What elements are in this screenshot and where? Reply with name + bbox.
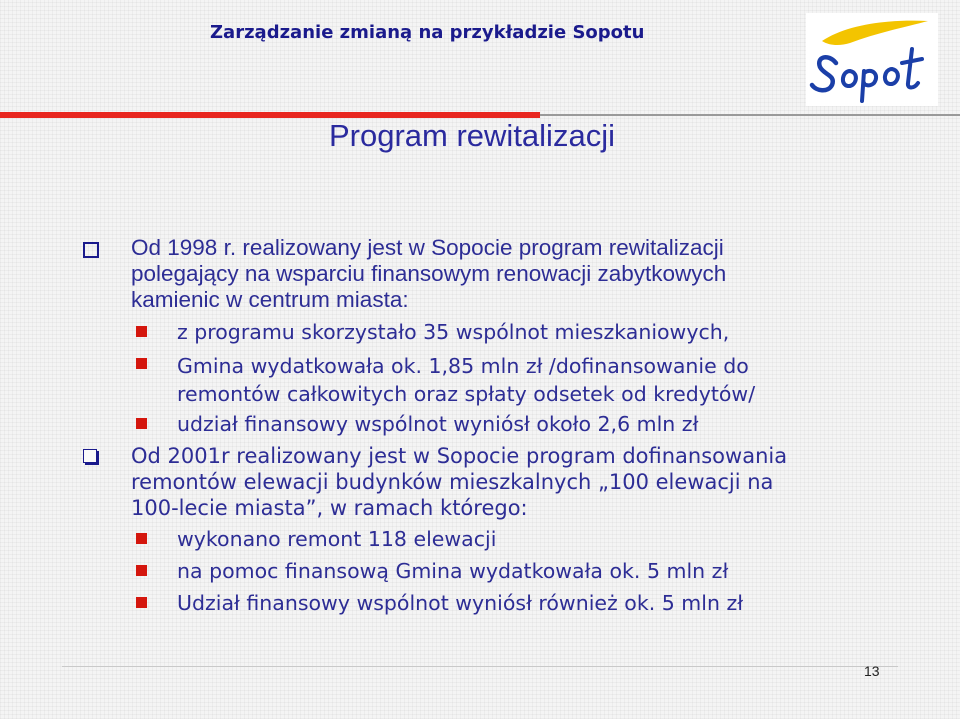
item-1-line-2: polegający na wsparciu finansowym renowacji zabytkowych xyxy=(131,261,727,286)
hollow-square-bullet-icon xyxy=(83,242,99,258)
footer-rule xyxy=(62,666,898,667)
subitem-2-2: na pomoc finansową Gmina wydatkowała ok. 5 mln zł xyxy=(177,559,729,583)
red-square-bullet-icon xyxy=(136,418,147,429)
sopot-logo xyxy=(806,13,938,106)
item-1-line-1: Od 1998 r. realizowany jest w Sopocie program rewitalizacji xyxy=(131,235,724,260)
header-rule-gray xyxy=(540,114,960,116)
subitem-2-1: wykonano remont 118 elewacji xyxy=(177,527,497,551)
slide-title: Program rewitalizacji xyxy=(329,118,615,153)
subitem-1-2-line-2: remontów całkowitych oraz spłaty odsetek od kredytów/ xyxy=(177,382,756,406)
logo-text: Sopot xyxy=(806,13,809,14)
item-2-line-1: Od 2001r realizowany jest w Sopocie program dofinansowania xyxy=(131,444,788,468)
subitem-1-2-line-1: Gmina wydatkowała ok. 1,85 mln zł /dofinansowanie do xyxy=(177,354,749,378)
sopot-logo-icon xyxy=(806,13,938,106)
item-2-line-3: 100-lecie miasta”, w ramach którego: xyxy=(131,496,528,520)
red-square-bullet-icon xyxy=(136,326,147,337)
red-square-bullet-icon xyxy=(136,358,147,369)
red-square-bullet-icon xyxy=(136,565,147,576)
item-1-line-3: kamienic w centrum miasta: xyxy=(131,287,409,312)
item-2-line-2: remontów elewacji budynków mieszkalnych „100 elewacji na xyxy=(131,470,774,494)
page-number: 13 xyxy=(864,663,880,679)
presentation-title: Zarządzanie zmianą na przykładzie Sopotu xyxy=(210,22,645,43)
shadowed-square-bullet-icon xyxy=(83,449,97,463)
subitem-1-3: udział finansowy wspólnot wyniósł około 2,6 mln zł xyxy=(177,412,699,436)
red-square-bullet-icon xyxy=(136,597,147,608)
red-square-bullet-icon xyxy=(136,533,147,544)
subitem-2-3: Udział finansowy wspólnot wyniósł również ok. 5 mln zł xyxy=(177,591,744,615)
subitem-1-1: z programu skorzystało 35 wspólnot mieszkaniowych, xyxy=(177,320,730,344)
